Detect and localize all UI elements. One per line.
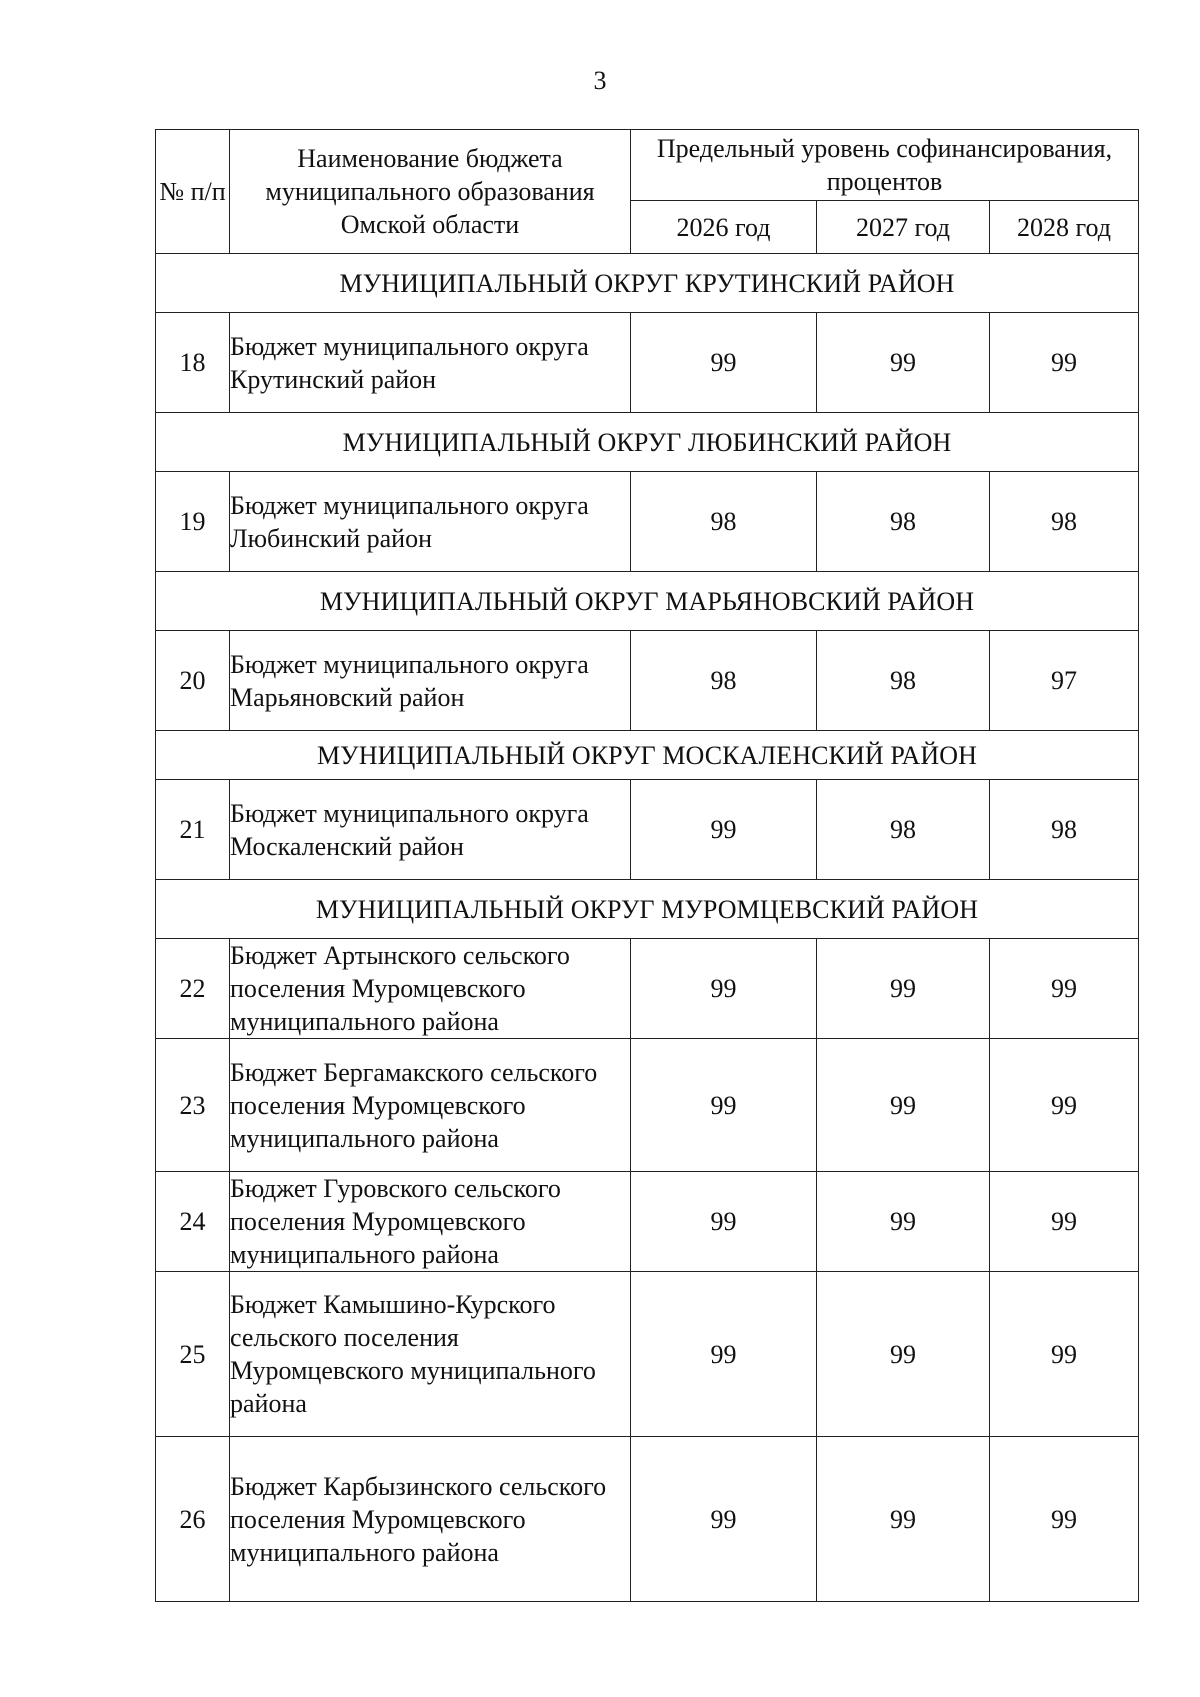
table-row	[156, 631, 1139, 731]
row-num: 22	[156, 939, 230, 1039]
section-title: МУНИЦИПАЛЬНЫЙ ОКРУГ ЛЮБИНСКИЙ РАЙОН	[156, 413, 1139, 472]
cofinancing-table	[155, 129, 1139, 1602]
row-value-2027: 98	[817, 631, 990, 731]
table-row	[156, 1172, 1139, 1272]
section-title: МУНИЦИПАЛЬНЫЙ ОКРУГ МОСКАЛЕНСКИЙ РАЙОН	[156, 731, 1139, 780]
row-name: Бюджет муниципального округа Марьяновский район	[230, 631, 631, 731]
row-num: 24	[156, 1172, 230, 1272]
header-year-2027: 2027 год	[817, 201, 990, 254]
row-value-2027: 99	[817, 1039, 990, 1172]
section-header	[156, 413, 1139, 472]
header-year-2026: 2026 год	[631, 201, 817, 254]
section-header	[156, 731, 1139, 780]
row-name: Бюджет Камышино-Курского сельского поселения Муромцевского муниципального района	[230, 1272, 631, 1437]
table-row	[156, 313, 1139, 413]
row-name: Бюджет муниципального округа Крутинский район	[230, 313, 631, 413]
row-value-2028: 99	[990, 1172, 1139, 1272]
row-num: 25	[156, 1272, 230, 1437]
row-value-2026: 99	[631, 780, 817, 880]
row-name: Бюджет муниципального округа Москаленский район	[230, 780, 631, 880]
row-value-2027: 99	[817, 939, 990, 1039]
row-value-2028: 99	[990, 939, 1139, 1039]
row-name: Бюджет Артынского сельского поселения Муромцевского муниципального района	[230, 939, 631, 1039]
section-header	[156, 254, 1139, 313]
row-value-2026: 99	[631, 313, 817, 413]
row-name: Бюджет Гуровского сельского поселения Муромцевского муниципального района	[230, 1172, 631, 1272]
table-row	[156, 1272, 1139, 1437]
table-row	[156, 1039, 1139, 1172]
header-num: № п/п	[156, 130, 230, 254]
row-value-2028: 98	[990, 472, 1139, 572]
table-row	[156, 472, 1139, 572]
row-value-2027: 99	[817, 1272, 990, 1437]
row-num: 21	[156, 780, 230, 880]
row-value-2026: 98	[631, 631, 817, 731]
header-level: Предельный уровень софинансирования, процентов	[631, 130, 1139, 201]
row-value-2026: 99	[631, 1437, 817, 1602]
row-value-2027: 98	[817, 472, 990, 572]
table-header	[156, 130, 1139, 254]
row-value-2026: 98	[631, 472, 817, 572]
row-value-2027: 99	[817, 1437, 990, 1602]
table-row	[156, 780, 1139, 880]
page-number: 3	[593, 66, 607, 95]
row-num: 20	[156, 631, 230, 731]
section-header	[156, 880, 1139, 939]
row-num: 23	[156, 1039, 230, 1172]
row-value-2028: 98	[990, 780, 1139, 880]
row-value-2027: 99	[817, 313, 990, 413]
section-title: МУНИЦИПАЛЬНЫЙ ОКРУГ МУРОМЦЕВСКИЙ РАЙОН	[156, 880, 1139, 939]
row-value-2026: 99	[631, 939, 817, 1039]
section-header	[156, 572, 1139, 631]
row-name: Бюджет муниципального округа Любинский район	[230, 472, 631, 572]
row-value-2026: 99	[631, 1172, 817, 1272]
table-row	[156, 1437, 1139, 1602]
header-name: Наименование бюджета муниципального образования Омской области	[230, 130, 631, 254]
row-value-2028: 99	[990, 1039, 1139, 1172]
table-row	[156, 939, 1139, 1039]
row-value-2027: 98	[817, 780, 990, 880]
row-name: Бюджет Бергамакского сельского поселения Муромцевского муниципального района	[230, 1039, 631, 1172]
row-value-2028: 99	[990, 1272, 1139, 1437]
row-num: 19	[156, 472, 230, 572]
row-num: 26	[156, 1437, 230, 1602]
row-value-2027: 99	[817, 1172, 990, 1272]
row-value-2026: 99	[631, 1039, 817, 1172]
header-year-2028: 2028 год	[990, 201, 1139, 254]
row-name: Бюджет Карбызинского сельского поселения Муромцевского муниципального района	[230, 1437, 631, 1602]
row-value-2028: 99	[990, 1437, 1139, 1602]
row-num: 18	[156, 313, 230, 413]
section-title: МУНИЦИПАЛЬНЫЙ ОКРУГ КРУТИНСКИЙ РАЙОН	[156, 254, 1139, 313]
row-value-2028: 99	[990, 313, 1139, 413]
row-value-2028: 97	[990, 631, 1139, 731]
section-title: МУНИЦИПАЛЬНЫЙ ОКРУГ МАРЬЯНОВСКИЙ РАЙОН	[156, 572, 1139, 631]
row-value-2026: 99	[631, 1272, 817, 1437]
